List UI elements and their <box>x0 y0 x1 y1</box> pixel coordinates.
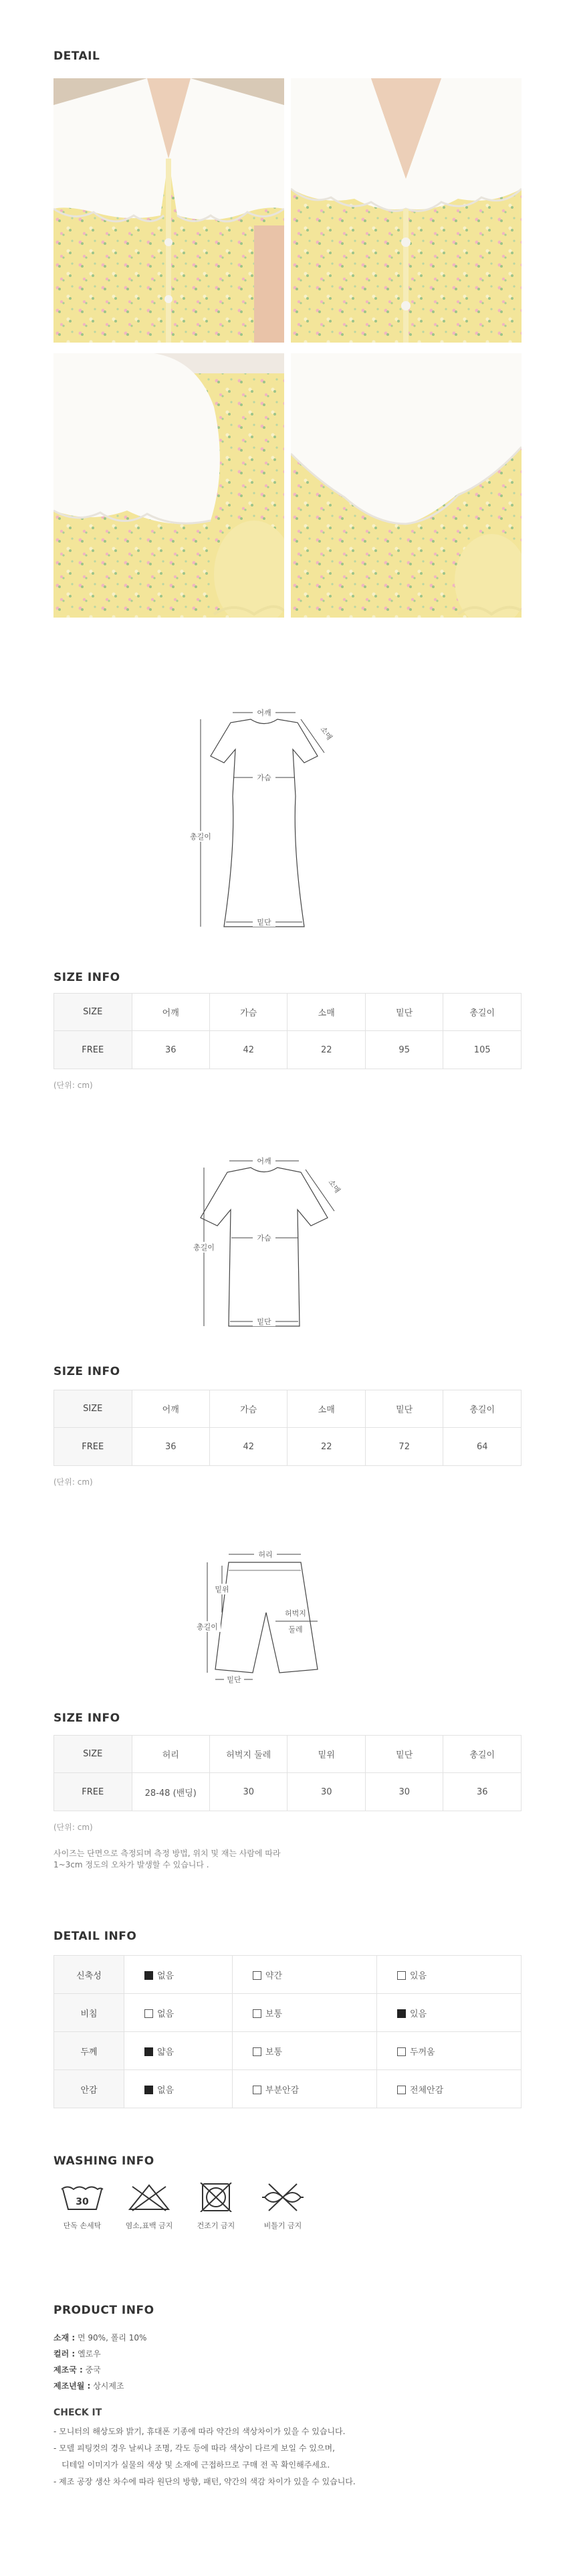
shoulder-value: 36 <box>132 1428 209 1466</box>
size-table-row <box>54 1031 522 1069</box>
check-it-line: - 모델 피팅컷의 경우 날씨나 조명, 각도 등에 따라 색상이 다르게 보일 수 있으며, <box>53 2444 335 2453</box>
detail-info-table <box>53 1955 522 2108</box>
detail-row-thickness <box>54 2032 522 2070</box>
option-label: 없음 <box>157 1970 175 1981</box>
checkbox <box>144 2086 153 2094</box>
no-bleach-icon <box>126 2183 172 2212</box>
checkbox <box>253 2047 261 2056</box>
hem-col-header: 밑단 <box>365 1390 443 1428</box>
size-col-header: SIZE <box>54 994 132 1031</box>
material-value: 면 90%, 폴리 10% <box>78 2333 147 2342</box>
checkbox <box>397 2047 406 2056</box>
option-label: 두꺼움 <box>409 2047 435 2057</box>
size-unit-1: (단위: cm) <box>53 1081 93 1090</box>
hem-value: 72 <box>365 1428 443 1466</box>
size-table-row <box>54 1428 522 1466</box>
check-it-line: 디테일 이미지가 실물의 색상 및 소재에 근접하므로 구매 전 꼭 확인해주세요. <box>62 2460 330 2470</box>
color-label: 컬러 : <box>53 2349 76 2359</box>
checkbox <box>397 1971 406 1980</box>
option-label: 얇음 <box>157 2047 175 2057</box>
size-info-heading-1: SIZE INFO <box>53 971 120 984</box>
hem-col-header: 밑단 <box>365 1736 443 1773</box>
shorts-size-diagram <box>181 1542 394 1689</box>
check-it-line: - 제조 공장 생산 차수에 따라 원단의 방향, 패턴, 약간의 색감 차이가 있을 수 있습니다. <box>53 2477 356 2486</box>
shoulder-value: 36 <box>132 1031 209 1069</box>
size-col-header: SIZE <box>54 1736 132 1773</box>
measurement-note-line-1: 사이즈는 단면으로 측정되며 측정 방법, 위치 및 재는 사람에 따라 <box>53 1849 281 1858</box>
shorts-thigh-label-line2: 둘레 <box>288 1625 303 1634</box>
sleeve-col-header: 소매 <box>288 994 365 1031</box>
hem-value: 95 <box>365 1031 443 1069</box>
checkbox <box>144 2047 153 2056</box>
detail-photo-back-collar <box>291 353 522 618</box>
checkbox <box>253 1971 261 1980</box>
option-label: 전체안감 <box>409 2085 444 2096</box>
color-row <box>53 2346 146 2362</box>
option-label: 없음 <box>157 2009 175 2019</box>
shorts-waist-label: 허리 <box>258 1550 273 1559</box>
option-label: 있음 <box>409 2009 427 2019</box>
top-length-label: 총길이 <box>193 1243 215 1252</box>
measurement-note <box>53 1848 281 1871</box>
detail-row-label: 비침 <box>54 1994 124 2032</box>
country-value: 중국 <box>85 2365 101 2375</box>
dress-length-label: 총길이 <box>190 832 211 841</box>
date-value: 상시제조 <box>93 2381 124 2391</box>
detail-photo-collar-back <box>291 78 522 343</box>
chest-col-header: 가슴 <box>209 1390 287 1428</box>
option-label: 약간 <box>265 1970 283 1981</box>
checkbox <box>397 2086 406 2094</box>
top-chest-label: 가슴 <box>257 1234 271 1243</box>
dress-shoulder-label: 어깨 <box>257 709 271 717</box>
shorts-hem-label: 밑단 <box>227 1675 241 1684</box>
option-label: 보통 <box>265 2047 283 2057</box>
length-value: 64 <box>443 1428 522 1466</box>
wash-item-no-bleach <box>119 2183 179 2231</box>
wash-label: 비틀기 금지 <box>263 2221 302 2230</box>
chest-value: 42 <box>209 1031 287 1069</box>
waist-col-header: 허리 <box>132 1736 210 1773</box>
detail-heading: DETAIL <box>53 50 100 63</box>
detail-row-stretch <box>54 1956 522 1994</box>
measurement-note-line-2: 1~3cm 정도의 오차가 발생할 수 있습니다 . <box>53 1860 209 1869</box>
checkbox <box>144 2009 153 2018</box>
thigh-value: 30 <box>210 1773 288 1811</box>
size-value: FREE <box>54 1773 132 1811</box>
length-col-header: 총길이 <box>443 1736 522 1773</box>
shorts-length-label: 총길이 <box>197 1623 218 1631</box>
option-label: 부분안감 <box>265 2085 300 2096</box>
size-value: FREE <box>54 1031 132 1069</box>
dress-hem-label: 밑단 <box>257 918 271 927</box>
no-wring-icon <box>259 2183 306 2212</box>
dress-sleeve-label: 소매 <box>318 725 334 742</box>
length-value: 105 <box>443 1031 522 1069</box>
checkbox <box>253 2086 261 2094</box>
size-unit-3: (단위: cm) <box>53 1823 93 1832</box>
dress-chest-label: 가슴 <box>257 773 271 782</box>
check-it-list <box>53 2423 356 2490</box>
shoulder-col-header: 어깨 <box>132 1390 209 1428</box>
date-label: 제조년월 : <box>53 2381 91 2391</box>
size-info-heading-2: SIZE INFO <box>53 1365 120 1378</box>
size-table-2 <box>53 1390 522 1466</box>
check-it-line: - 모니터의 해상도와 밝기, 휴대폰 기종에 따라 약간의 색상차이가 있을 수 있습니다. <box>53 2427 346 2436</box>
date-row <box>53 2378 146 2394</box>
length-col-header: 총길이 <box>443 1390 522 1428</box>
top-sleeve-label: 소매 <box>326 1178 342 1195</box>
material-row <box>53 2330 146 2346</box>
checkbox <box>397 2009 406 2018</box>
washing-info-heading: WASHING INFO <box>53 2154 154 2168</box>
size-table-header-row <box>54 1736 522 1773</box>
chest-value: 42 <box>209 1428 287 1466</box>
size-col-header: SIZE <box>54 1390 132 1428</box>
detail-row-label: 신축성 <box>54 1956 124 1994</box>
size-table-1 <box>53 993 522 1069</box>
option-label: 없음 <box>157 2085 175 2096</box>
sleeve-value: 22 <box>288 1031 365 1069</box>
size-table-header-row <box>54 994 522 1031</box>
sleeve-col-header: 소매 <box>288 1390 365 1428</box>
checkbox <box>253 2009 261 2018</box>
wash-temp: 30 <box>76 2197 89 2207</box>
waist-value: 28-48 (밴딩) <box>132 1773 210 1811</box>
rise-col-header: 밑위 <box>288 1736 365 1773</box>
size-info-heading-3: SIZE INFO <box>53 1712 120 1725</box>
size-unit-2: (단위: cm) <box>53 1477 93 1487</box>
size-table-3 <box>53 1735 522 1811</box>
detail-row-sheer <box>54 1994 522 2032</box>
detail-row-label: 두께 <box>54 2032 124 2070</box>
wash-label: 건조기 금지 <box>197 2221 235 2230</box>
detail-row-label: 안감 <box>54 2070 124 2108</box>
product-info-list <box>53 2330 146 2394</box>
check-it-heading: CHECK IT <box>53 2407 102 2418</box>
material-label: 소재 : <box>53 2333 76 2342</box>
wash-item-no-wring <box>253 2183 313 2231</box>
checkbox <box>144 1971 153 1980</box>
option-label: 보통 <box>265 2009 283 2019</box>
thigh-col-header: 허벅지 둘레 <box>210 1736 288 1773</box>
hand-wash-30-icon <box>59 2183 106 2212</box>
dress-size-diagram <box>181 703 394 943</box>
detail-row-lining <box>54 2070 522 2108</box>
wash-label: 단독 손세탁 <box>63 2221 102 2230</box>
wash-item-no-tumble-dry <box>186 2183 246 2231</box>
size-table-row <box>54 1773 522 1811</box>
shoulder-col-header: 어깨 <box>132 994 209 1031</box>
top-shoulder-label: 어깨 <box>257 1157 271 1166</box>
wash-item-hand-wash <box>52 2183 112 2231</box>
sleeve-value: 22 <box>288 1428 365 1466</box>
shorts-thigh-label-line1: 허벅지 <box>285 1609 306 1618</box>
detail-photo-sleeve-ruffle <box>53 353 284 618</box>
wash-label: 염소,표백 금지 <box>125 2221 173 2230</box>
no-tumble-dry-icon <box>193 2183 239 2212</box>
product-info-heading: PRODUCT INFO <box>53 2304 154 2317</box>
hem-value: 30 <box>365 1773 443 1811</box>
shorts-rise-label: 밑위 <box>215 1585 229 1594</box>
country-row <box>53 2362 146 2378</box>
rise-value: 30 <box>288 1773 365 1811</box>
length-value: 36 <box>443 1773 522 1811</box>
top-size-diagram <box>181 1151 394 1345</box>
size-value: FREE <box>54 1428 132 1466</box>
detail-photo-collar-front <box>53 78 284 343</box>
size-table-header-row <box>54 1390 522 1428</box>
hem-col-header: 밑단 <box>365 994 443 1031</box>
detail-info-heading: DETAIL INFO <box>53 1930 137 1943</box>
option-label: 있음 <box>409 1970 427 1981</box>
country-label: 제조국 : <box>53 2365 83 2375</box>
top-hem-label: 밑단 <box>257 1317 271 1326</box>
chest-col-header: 가슴 <box>209 994 287 1031</box>
color-value: 옐로우 <box>78 2349 101 2359</box>
length-col-header: 총길이 <box>443 994 522 1031</box>
